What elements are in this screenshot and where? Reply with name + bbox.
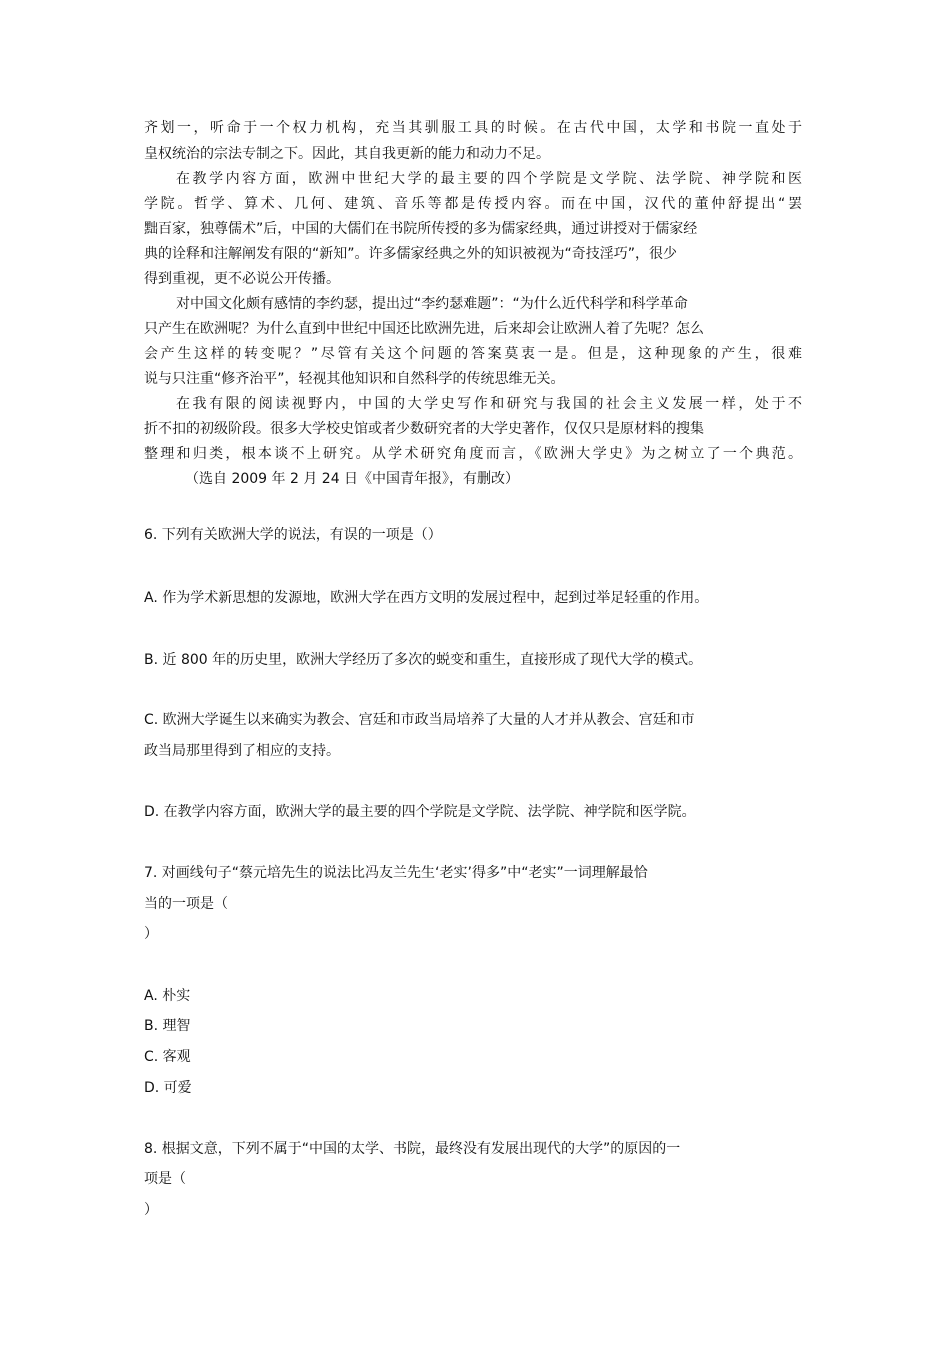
- passage-line: 在教学内容方面，欧洲中世纪大学的最主要的四个学院是文学院、法学院、神学院和医: [176, 171, 802, 187]
- option-d: D. 在教学内容方面，欧洲大学的最主要的四个学院是文学院、法学院、神学院和医学院。: [144, 804, 696, 820]
- question-stem: 6. 下列有关欧洲大学的说法，有误的一项是（）: [144, 527, 442, 543]
- option-b: B. 理智: [144, 1018, 191, 1034]
- option-a: A. 作为学术新思想的发源地，欧洲大学在西方文明的发展过程中，起到过举足轻重的作用。: [144, 590, 709, 606]
- passage-line: 皇权统治的宗法专制之下。因此，其自我更新的能力和动力不足。: [144, 146, 550, 162]
- passage-line: 只产生在欧洲呢？为什么直到中世纪中国还比欧洲先进，后来却会让欧洲人着了先呢？怎么: [144, 321, 704, 337]
- question-paren: ）: [144, 1202, 158, 1218]
- option-b: B. 近 800 年的历史里，欧洲大学经历了多次的蜕变和重生，直接形成了现代大学的模式。: [144, 652, 703, 668]
- question-stem-continued: 当的一项是（: [144, 896, 228, 912]
- passage-line: 齐划一，听命于一个权力机构，充当其驯服工具的时候。在古代中国，太学和书院一直处于: [144, 120, 802, 136]
- question-stem-continued: 项是（: [144, 1171, 186, 1187]
- passage-line: 整理和归类，根本谈不上研究。从学术研究角度而言，《欧洲大学史》为之树立了一个典范。: [144, 446, 802, 462]
- passage-line: 会产生这样的转变呢？”尽管有关这个问题的答案莫衷一是。但是，这种现象的产生，很难: [144, 346, 802, 362]
- question-stem: 8. 根据文意，下列不属于“中国的太学、书院，最终没有发展出现代的大学”的原因的一: [144, 1141, 681, 1157]
- option-a: A. 朴实: [144, 988, 191, 1004]
- passage-line: 黜百家，独尊儒术”后，中国的大儒们在书院所传授的多为儒家经典，通过讲授对于儒家经: [144, 221, 698, 237]
- source-note: （选自 2009 年 2 月 24 日《中国青年报》，有删改）: [185, 471, 520, 487]
- passage-line: 得到重视，更不必说公开传播。: [144, 271, 340, 287]
- passage-line: 典的诠释和注解阐发有限的“新知”。许多儒家经典之外的知识被视为“奇技淫巧”，很少: [144, 246, 678, 262]
- passage-line: 折不扣的初级阶段。很多大学校史馆或者少数研究者的大学史著作，仅仅只是原材料的搜集: [144, 421, 704, 437]
- option-c: C. 客观: [144, 1049, 191, 1065]
- passage-line: 在我有限的阅读视野内，中国的大学史写作和研究与我国的社会主义发展一样，处于不: [176, 396, 802, 412]
- question-stem: 7. 对画线句子“蔡元培先生的说法比冯友兰先生‘老实’得多”中“老实”一词理解最恰: [144, 865, 648, 881]
- option-d: D. 可爱: [144, 1080, 192, 1096]
- passage-line: 对中国文化颇有感情的李约瑟，提出过“李约瑟难题”：“为什么近代科学和科学革命: [176, 296, 688, 312]
- passage-line: 说与只注重“修齐治平”，轻视其他知识和自然科学的传统思维无关。: [144, 371, 565, 387]
- passage-line: 学院。哲学、算术、几何、建筑、音乐等都是传授内容。而在中国，汉代的董仲舒提出“罢: [144, 196, 802, 212]
- question-paren: ）: [144, 926, 158, 942]
- option-c: C. 欧洲大学诞生以来确实为教会、宫廷和市政当局培养了大量的人才并从教会、宫廷和市: [144, 712, 695, 728]
- option-c-continued: 政当局那里得到了相应的支持。: [144, 743, 340, 759]
